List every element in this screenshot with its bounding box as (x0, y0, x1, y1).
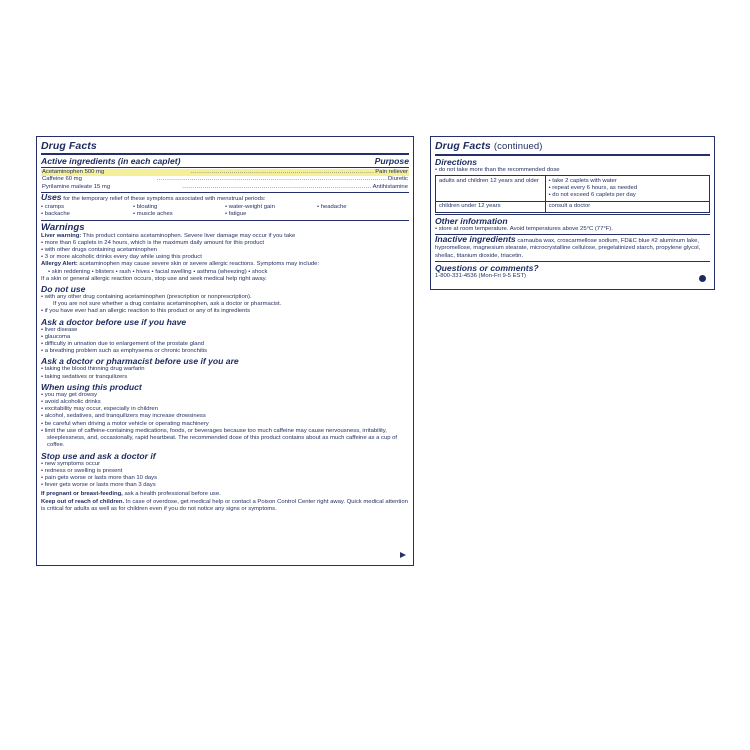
ask-doctor-item: • liver disease (41, 327, 409, 334)
continued-arrow-icon (400, 552, 406, 558)
when-using-item: • alcohol, sedatives, and tranquilizers may increase drowsiness (41, 413, 409, 420)
stop-use-item: • pain gets worse or lasts more than 10 days (41, 475, 409, 482)
liver-warning-text: This product contains acetaminophen. Severe liver damage may occur if you take (82, 232, 296, 239)
uses-list (41, 204, 409, 219)
ask-doctor-item: • glaucoma (41, 334, 409, 341)
right-panel-title-suffix: (continued) (493, 141, 543, 152)
active-ingredient-row (41, 169, 409, 176)
when-using-item: • excitability may occur, especially in children (41, 406, 409, 413)
ask-doctor-item: • a breathing problem such as emphysema or chronic bronchitis (41, 348, 409, 355)
other-information-heading: Other information (435, 216, 508, 227)
keep-out-text: In case of overdose, get medical help or contact a Poison Control Center right away. Quick medical attention is critical for adults as well as for children even if you do not notice any signs or symptoms. (41, 498, 408, 512)
pregnancy-warning-text: ask a health professional before use. (124, 491, 221, 498)
directions-instructions: consult a doctor (545, 201, 709, 212)
questions-phone[interactable]: 1-800-331-4536 (Mon-Fri 9-5 EST) (435, 272, 527, 279)
when-using-heading: When using this product (41, 381, 142, 392)
ingredient-purpose: Pain reliever (375, 169, 408, 175)
pregnancy-warning (41, 491, 409, 498)
keep-out-of-reach-warning (41, 499, 409, 513)
stop-use-item: • redness or swelling is present (41, 468, 409, 475)
ingredient-dots: ............................................................................................. (182, 183, 372, 190)
stop-use-heading: Stop use and ask a doctor if (41, 450, 156, 461)
ingredient-dots: .......................................................................................... (190, 169, 375, 175)
when-using-item: • avoid alcoholic drinks (41, 399, 409, 406)
liver-warning (41, 233, 409, 240)
stop-use-item: • new symptoms occur (41, 461, 409, 468)
ask-doctor-heading: Ask a doctor before use if you have (41, 316, 187, 327)
ask-pharmacist-heading: Ask a doctor or pharmacist before use if you are (41, 356, 239, 367)
uses-item: • bloating (133, 204, 225, 211)
divider (41, 153, 409, 155)
questions-heading: Questions or comments? (435, 262, 539, 273)
ingredient-name: Acetaminophen 500 mg (42, 169, 105, 175)
drug-facts-panel-right (430, 136, 715, 290)
stop-use-item: • fever gets worse or lasts more than 3 days (41, 482, 409, 489)
uses-heading: Uses (41, 192, 62, 203)
left-panel-title: Drug Facts (41, 140, 97, 152)
ask-pharmacist-item: • taking the blood thinning drug warfarin (41, 366, 409, 373)
divider (41, 167, 409, 168)
directions-table (435, 175, 710, 213)
allergy-note: If a skin or general allergic reaction occurs, stop use and seek medical help right away. (41, 275, 267, 282)
divider (435, 214, 710, 215)
divider (435, 154, 710, 156)
active-ingredient-row (41, 184, 409, 191)
active-ingredients-header (41, 156, 409, 166)
uses-item: • headache (317, 204, 409, 211)
right-panel-title-text: Drug Facts (435, 140, 491, 152)
do-not-use-item: • with any other drug containing acetaminophen (prescription or nonprescription). (41, 294, 409, 301)
uses-item: • muscle aches (133, 211, 225, 218)
divider (435, 261, 710, 262)
inactive-ingredients (435, 236, 710, 260)
uses-item: • fatigue (225, 211, 317, 218)
directions-item: • take 2 caplets with water (549, 178, 706, 185)
directions-age-group: children under 12 years (436, 201, 546, 212)
allergy-symptom-list: • skin reddening • blisters • rash • hives • facial swelling • asthma (wheezing) • shock (48, 268, 268, 275)
directions-item: • do not exceed 6 caplets per day (549, 192, 706, 199)
table-row (436, 201, 710, 212)
liver-warning-item: • with other drugs containing acetaminophen (41, 247, 409, 254)
warnings-heading: Warnings (41, 221, 85, 233)
purpose-heading: Purpose (374, 156, 409, 166)
uses-item: • water-weight gain (225, 204, 317, 211)
keep-out-label: Keep out of reach of children. (41, 498, 125, 505)
directions-instructions (545, 176, 709, 202)
ask-doctor-item: • difficulty in urination due to enlargement of the prostate gland (41, 341, 409, 348)
do-not-use-subitem: If you are not sure whether a drug contains acetaminophen, ask a doctor or pharmacist. (53, 301, 282, 308)
directions-heading: Directions (435, 157, 478, 167)
ingredient-purpose: Antihistamine (372, 183, 408, 190)
drug-facts-panel-left (36, 136, 414, 566)
right-panel-title (435, 140, 710, 153)
ingredient-name: Caffeine 60 mg (42, 176, 82, 183)
uses-item: • backache (41, 211, 133, 218)
table-row (436, 176, 710, 202)
divider (41, 192, 409, 193)
uses-section (41, 194, 409, 204)
directions-note: • do not take more than the recommended dose (435, 167, 710, 174)
do-not-use-heading: Do not use (41, 284, 86, 295)
directions-item: • repeat every 6 hours, as needed (549, 185, 706, 192)
active-ingredients-heading: Active ingredients (in each caplet) (41, 156, 181, 166)
registration-dot-icon (699, 275, 706, 282)
ingredient-dots: ................................................................................................................. (156, 176, 388, 183)
liver-warning-item: • more than 6 caplets in 24 hours, which is the maximum daily amount for this product (41, 240, 409, 247)
allergy-alert-label: Allergy Alert: (41, 261, 78, 268)
when-using-item: • you may get drowsy (41, 392, 409, 399)
liver-warning-label: Liver warning: (41, 232, 82, 239)
other-information-item: • store at room temperature. Avoid temperatures above 25°C (77°F). (435, 226, 710, 233)
allergy-alert-text: acetaminophen may cause severe skin or severe allergic reactions. Symptoms may include: (79, 261, 320, 268)
ingredient-purpose: Diuretic (388, 176, 408, 183)
ingredient-name: Pyrilamine maleate 15 mg (42, 183, 111, 190)
do-not-use-item: • if you have ever had an allergic reaction to this product or any of its ingredients (41, 308, 409, 315)
inactive-ingredients-text: carnauba wax, croscarmellose sodium, FD&C blue #2 aluminum lake, hypromellose, magnesium stearate, microcrystalline cellulose, pregelatinized starch, propylene glycol, shellac, titanium dioxide, triacetin. (435, 238, 701, 259)
pregnancy-warning-label: If pregnant or breast-feeding, (41, 491, 123, 498)
divider (41, 220, 409, 221)
uses-lead: for the temporary relief of these symptoms associated with menstrual periods: (63, 196, 266, 203)
active-ingredient-row (41, 176, 409, 183)
when-using-item: • be careful when driving a motor vehicle or operating machinery (41, 421, 409, 428)
ask-pharmacist-item: • taking sedatives or tranquilizers (41, 374, 409, 381)
inactive-ingredients-heading: Inactive ingredients (435, 234, 516, 245)
when-using-item: • limit the use of caffeine-containing medications, foods, or beverages because too much caffeine may cause nervousness, irritability, sleeplessness, and, occasionally, rapid heartbeat. The recommended dose of this product contains about as much caffeine as a cup of coffee. (41, 428, 409, 450)
allergy-alert (41, 261, 409, 268)
directions-age-group: adults and children 12 years and older (436, 176, 546, 202)
uses-item: • cramps (41, 204, 133, 211)
liver-warning-item: • 3 or more alcoholic drinks every day while using this product (41, 254, 409, 261)
